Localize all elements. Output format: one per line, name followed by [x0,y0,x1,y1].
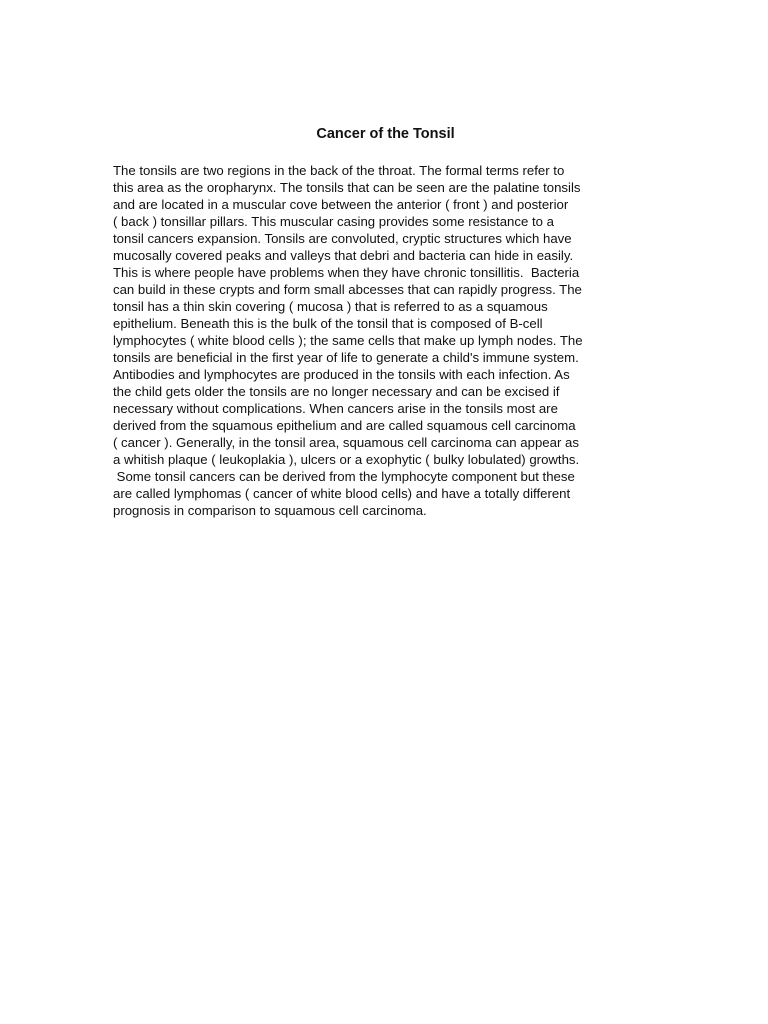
body-line: tonsil has a thin skin covering ( mucosa ) that is referred to as a squamous [113,299,548,314]
body-line: the child gets older the tonsils are no longer necessary and can be excised if [113,384,560,399]
body-line: ( cancer ). Generally, in the tonsil area, squamous cell carcinoma can appear as [113,435,579,450]
body-line: and are located in a muscular cove between the anterior ( front ) and posterior [113,197,569,212]
body-line: a whitish plaque ( leukoplakia ), ulcers or a exophytic ( bulky lobulated) growths. [113,452,580,467]
body-line: ( back ) tonsillar pillars. This muscular casing provides some resistance to a [113,214,554,229]
body-line: tonsil cancers expansion. Tonsils are convoluted, cryptic structures which have [113,231,572,246]
body-line: The tonsils are two regions in the back of the throat. The formal terms refer to [113,163,565,178]
body-line: This is where people have problems when they have chronic tonsillitis. Bacteria [113,265,580,280]
body-line: Antibodies and lymphocytes are produced in the tonsils with each infection. As [113,367,570,382]
body-line: Some tonsil cancers can be derived from the lymphocyte component but these [113,469,575,484]
body-line: this area as the oropharynx. The tonsils that can be seen are the palatine tonsils [113,180,581,195]
document-body [113,162,658,519]
body-line: are called lymphomas ( cancer of white blood cells) and have a totally different [113,486,571,501]
body-line: derived from the squamous epithelium and are called squamous cell carcinoma [113,418,576,433]
document-title: Cancer of the Tonsil [316,126,455,142]
body-line: lymphocytes ( white blood cells ); the same cells that make up lymph nodes. The [113,333,583,348]
body-line: epithelium. Beneath this is the bulk of the tonsil that is composed of B-cell [113,316,543,331]
body-line: prognosis in comparison to squamous cell carcinoma. [113,503,427,518]
body-line: can build in these crypts and form small abcesses that can rapidly progress. The [113,282,582,297]
body-line: mucosally covered peaks and valleys that debri and bacteria can hide in easily. [113,248,574,263]
body-line: necessary without complications. When cancers arise in the tonsils most are [113,401,558,416]
body-line: tonsils are beneficial in the first year of life to generate a child's immune system. [113,350,579,365]
